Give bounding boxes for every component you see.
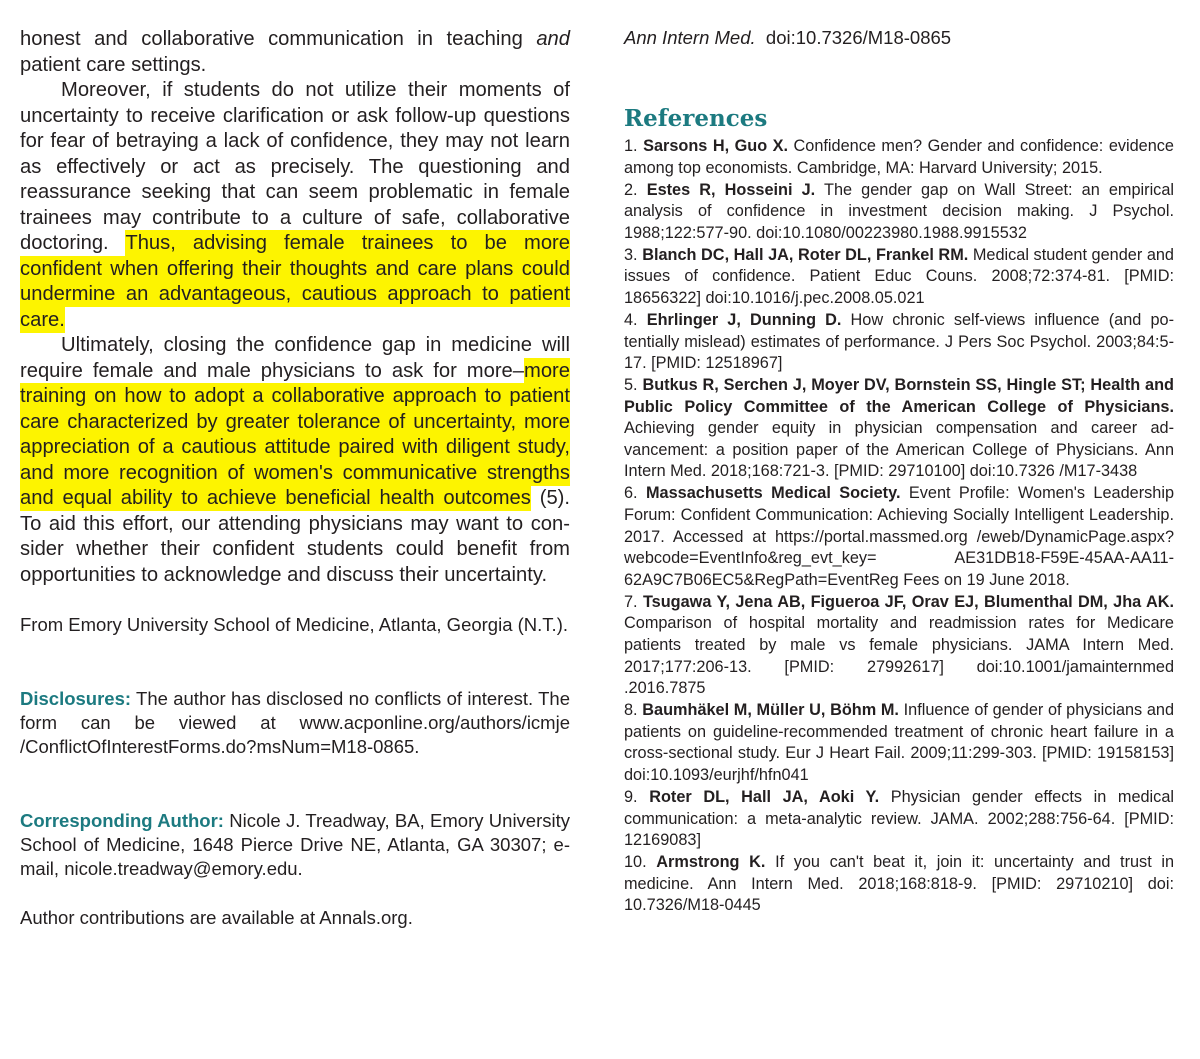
reference-authors: Roter DL, Hall JA, Aoki Y. xyxy=(649,787,880,806)
highlighted-text: Thus, advising female trainees to be more confident when offering their thoughts and care plans could undermine an advantageous, cautious approach to patient care. xyxy=(20,232,570,331)
reference-item xyxy=(624,852,1174,917)
corresponding-label: Corresponding Author: xyxy=(20,810,224,831)
citation-line xyxy=(624,27,1174,49)
reference-authors: Ehrlinger J, Dunning D. xyxy=(646,310,842,329)
citation-journal: Ann Intern Med. xyxy=(624,27,756,48)
reference-number: 7. xyxy=(624,592,638,611)
italic-text: and xyxy=(536,28,570,50)
reference-item xyxy=(624,310,1174,375)
reference-text: How chronic self-views influence (and potentially mislead) estimates of performance. J Pers Soc Psychol. 2003;84:5-17. [PMID: 12518967] xyxy=(624,310,1174,373)
reference-authors: Sarsons H, Guo X. xyxy=(643,137,789,155)
reference-item xyxy=(624,787,1174,852)
reference-number: 5. xyxy=(624,376,638,395)
reference-item xyxy=(624,592,1174,700)
affiliation: From Emory University School of Medicine, Atlanta, Georgia (N.T.). xyxy=(20,614,568,635)
citation-doi: doi:10.7326/M18-0865 xyxy=(765,27,952,48)
reference-authors: Tsugawa Y, Jena AB, Figueroa JF, Orav EJ, Blumenthal DM, Jha AK. xyxy=(642,592,1174,611)
reference-item xyxy=(624,136,1174,179)
reference-number: 2. xyxy=(624,180,638,199)
disclosures-label: Disclosures: xyxy=(20,688,132,709)
reference-authors: Armstrong K. xyxy=(656,853,766,872)
reference-text: Physician gender effects in medical communication: a meta-analytic review. JAMA. 2002;288:756-64. [PMID: 12169083] xyxy=(624,787,1174,850)
left-column xyxy=(20,27,570,930)
reference-text: Confidence men? Gender and confidence: evidence among top economists. Cambridge, MA: Harvard University; 2015. xyxy=(624,137,1174,177)
reference-authors: Massachusetts Medical Society. xyxy=(646,484,901,503)
reference-text: Medical student gender and issues of confidence. Patient Educ Couns. 2008;72:374-81. [PMID: 18656322] doi:10.1016/j.pec.2008.05.021 xyxy=(624,245,1174,307)
reference-item xyxy=(624,375,1174,483)
references-heading: References xyxy=(624,105,768,132)
disclosures xyxy=(20,687,570,759)
corresponding-text: Nicole J. Treadway, BA, Emory University School of Medicine, 1648 Pierce Drive NE, Atlanta, GA 30307; e-mail, nicole.treadway@emory.edu. xyxy=(20,810,570,879)
paragraph-ultimately xyxy=(20,333,570,588)
text-run: Ultimately, closing the confidence gap in medicine will require female and male physicians to ask for more– xyxy=(20,334,570,382)
references-list xyxy=(624,136,1174,917)
author-contributions: Author contributions are available at Annals.org. xyxy=(20,907,413,928)
paragraph-moreover xyxy=(20,78,570,333)
text-run: (5). To aid this effort, our attending physicians may want to consider whether their confident students could benefit from opportunities to acknowledge and discuss their uncertainty. xyxy=(20,487,571,586)
paragraph-continuation xyxy=(20,27,570,78)
reference-text: The gender gap on Wall Street: an empirical analysis of confidence in investment decision making. J Psychol. 1988;122:577-90. doi:10.1080/00223980.1988.9915532 xyxy=(624,180,1174,242)
reference-text: Achieving gender equity in physician compensation and career advancement: a position paper of the American College of Physicians. Ann Intern Med. 2018;168:721-3. [PMID: 29710100] doi:10.7326 /M17-3438 xyxy=(624,419,1174,481)
reference-number: 8. xyxy=(624,701,638,720)
text-run: honest and collaborative communication in teaching xyxy=(20,28,537,50)
reference-number: 10. xyxy=(624,853,647,872)
reference-text: Event Profile: Women's Leadership Forum: Confident Communication: Achieving Socially Intelligent Leadership. 2017. Accessed at https://portal.massmed.org /eweb/DynamicPage.aspx?webcode=EventInfo&reg_evt_key= AE31DB18-F59E-45AA-AA11-62A9C7B06EC5&RegPath=EventReg Fees on 19 June 2018. xyxy=(624,484,1174,589)
reference-item xyxy=(624,180,1174,245)
reference-number: 4. xyxy=(624,310,638,329)
disclosures-text: The author has disclosed no conflicts of interest. The form can be viewed at www.acponline.org/authors/icmje /ConflictOfInterestForms.do?msNum=M18-0865. xyxy=(20,688,570,757)
reference-number: 3. xyxy=(624,245,638,264)
reference-number: 6. xyxy=(624,484,638,503)
reference-item xyxy=(624,245,1174,310)
reference-item xyxy=(624,700,1174,786)
highlighted-text: more training on how to adopt a collaborative approach to patient care characterized by greater tolerance of uncertainty, more appreciation of a cautious attitude paired with diligent study, and more recognition of women's communicative strengths and equal ability to achieve beneficial health outcomes xyxy=(20,359,570,509)
reference-authors: Baumhäkel M, Müller U, Böhm M. xyxy=(642,701,899,720)
reference-number: 1. xyxy=(624,137,638,155)
reference-text: Influence of gender of physicians and patients on guideline-recommended treatment of chronic heart failure in a cross-sectional study. Eur J Heart Fail. 2009;11:299-303. [PMID: 19158153] doi:10.1093/eurjhf/hfn041 xyxy=(624,701,1175,784)
reference-text: Comparison of hospital mortality and readmission rates for Medicare patients treated by male vs female physicians. JAMA Intern Med. 2017;177:206-13. [PMID: 27992617] doi:10.1001/jamainternmed .2016.7875 xyxy=(624,614,1174,698)
text-run: Moreover, if students do not utilize their moments of uncertainty to receive clarification or ask follow-up questions for fear of betraying a lack of confidence, they may not learn as effectively or act as precisely. The questioning and reassurance seeking that can seem problematic in female trainees may contribute to a culture of safe, collaborative doctoring. xyxy=(20,79,570,254)
corresponding-author xyxy=(20,809,570,881)
reference-number: 9. xyxy=(624,787,638,806)
right-column xyxy=(624,27,1174,917)
reference-authors: Estes R, Hosseini J. xyxy=(646,180,816,199)
reference-item xyxy=(624,483,1174,591)
reference-text: If you can't beat it, join it: uncertainty and trust in medicine. Ann Intern Med. 2018;168:818-9. [PMID: 29710210] doi: 10.7326/M18-0445 xyxy=(624,853,1175,915)
text-run: patient care settings. xyxy=(20,53,207,76)
reference-authors: Blanch DC, Hall JA, Roter DL, Frankel RM. xyxy=(642,245,969,264)
reference-authors: Butkus R, Serchen J, Moyer DV, Bornstein SS, Hingle ST; Health and Public Policy Committee of the American College of Physicians. xyxy=(624,376,1174,416)
